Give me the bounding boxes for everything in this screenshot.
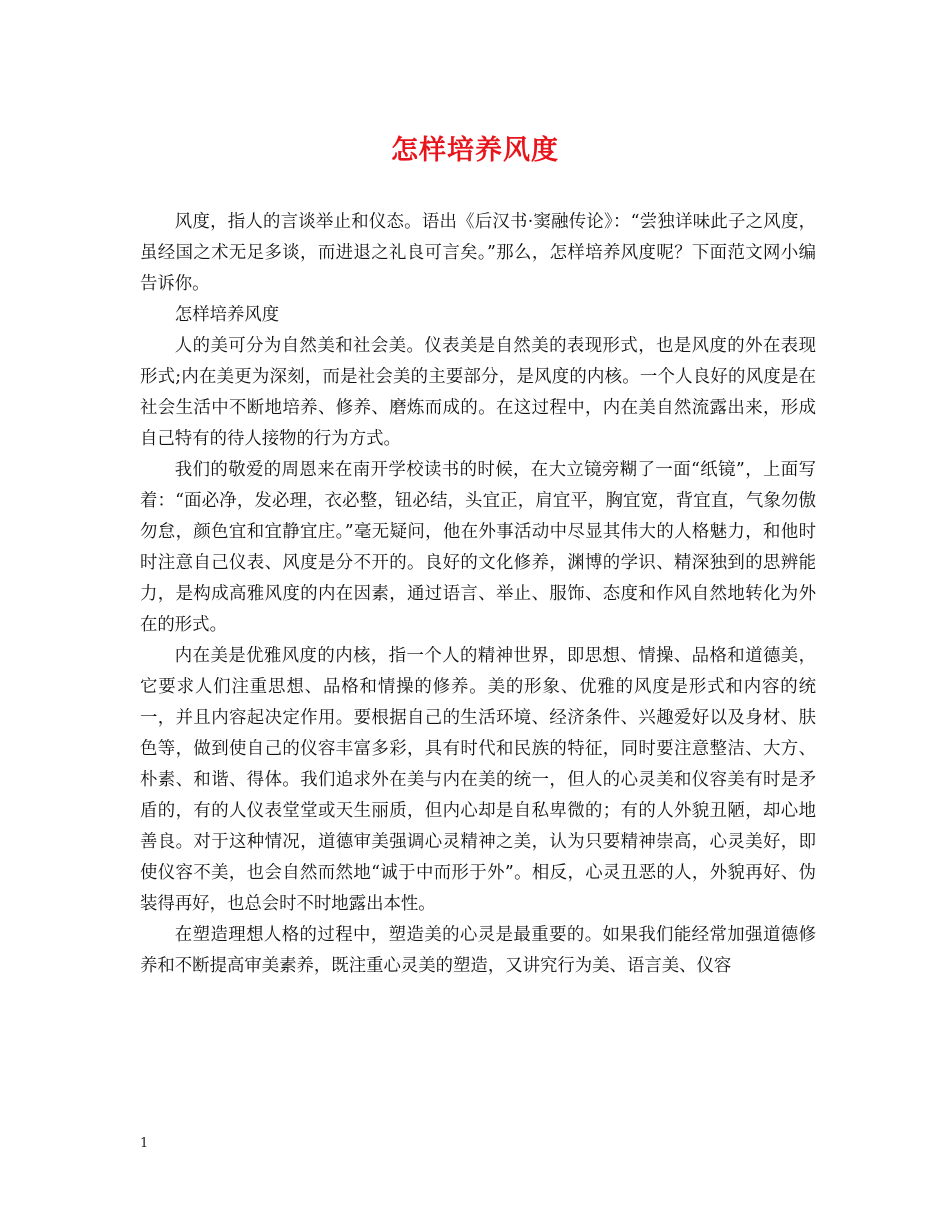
document-body (140, 207, 816, 982)
paragraph: 我们的敬爱的周恩来在南开学校读书的时候，在大立镜旁糊了一面“纸镜”，上面写着：“面必净，发必理，衣必整，钮必结，头宜正，肩宜平，胸宜宽，背宜直，气象勿傲勿怠，颜色宜和宜静宜庄。”毫无疑问，他在外事活动中尽显其伟大的人格魅力，和他时时注意自己仪表、风度是分不开的。良好的文化修养，渊博的学识、精深独到的思辨能力，是构成高雅风度的内在因素，通过语言、举止、服饰、态度和作风自然地转化为外在的形式。 (140, 460, 816, 635)
paragraph-intro: 风度，指人的言谈举止和仪态。语出《后汉书·窦融传论》：“尝独详味此子之风度，虽经国之术无足多谈，而进退之礼良可言矣。”那么，怎样培养风度呢？下面范文网小编告诉你。 (140, 212, 816, 294)
page-number: 1 (140, 1136, 149, 1151)
paragraph: 在塑造理想人格的过程中，塑造美的心灵是最重要的。如果我们能经常加强道德修养和不断提高审美素养，既注重心灵美的塑造，又讲究行为美、语言美、仪容 (140, 925, 816, 976)
document-title: 怎样培养风度 (391, 135, 559, 166)
section-heading: 怎样培养风度 (174, 305, 280, 325)
paragraph: 人的美可分为自然美和社会美。仪表美是自然美的表现形式，也是风度的外在表现形式;内在美更为深刻，而是社会美的主要部分，是风度的内核。一个人良好的风度是在社会生活中不断地培养、修养、磨炼而成的。在这过程中，内在美自然流露出来，形成自己特有的待人接物的行为方式。 (140, 336, 816, 449)
paragraph: 内在美是优雅风度的内核，指一个人的精神世界，即思想、情操、品格和道德美，它要求人们注重思想、品格和情操的修养。美的形象、优雅的风度是形式和内容的统一，并且内容起决定作用。要根据自己的生活环境、经济条件、兴趣爱好以及身材、肤色等，做到使自己的仪容丰富多彩，具有时代和民族的特征，同时要注意整洁、大方、朴素、和谐、得体。我们追求外在美与内在美的统一，但人的心灵美和仪容美有时是矛盾的，有的人仪表堂堂或天生丽质，但内心却是自私卑微的；有的人外貌丑陋，却心地善良。对于这种情况，道德审美强调心灵精神之美，认为只要精神崇高，心灵美好，即使仪容不美，也会自然而然地“诚于中而形于外”。相反，心灵丑恶的人，外貌再好、伪装得再好，也总会时不时地露出本性。 (140, 646, 816, 914)
